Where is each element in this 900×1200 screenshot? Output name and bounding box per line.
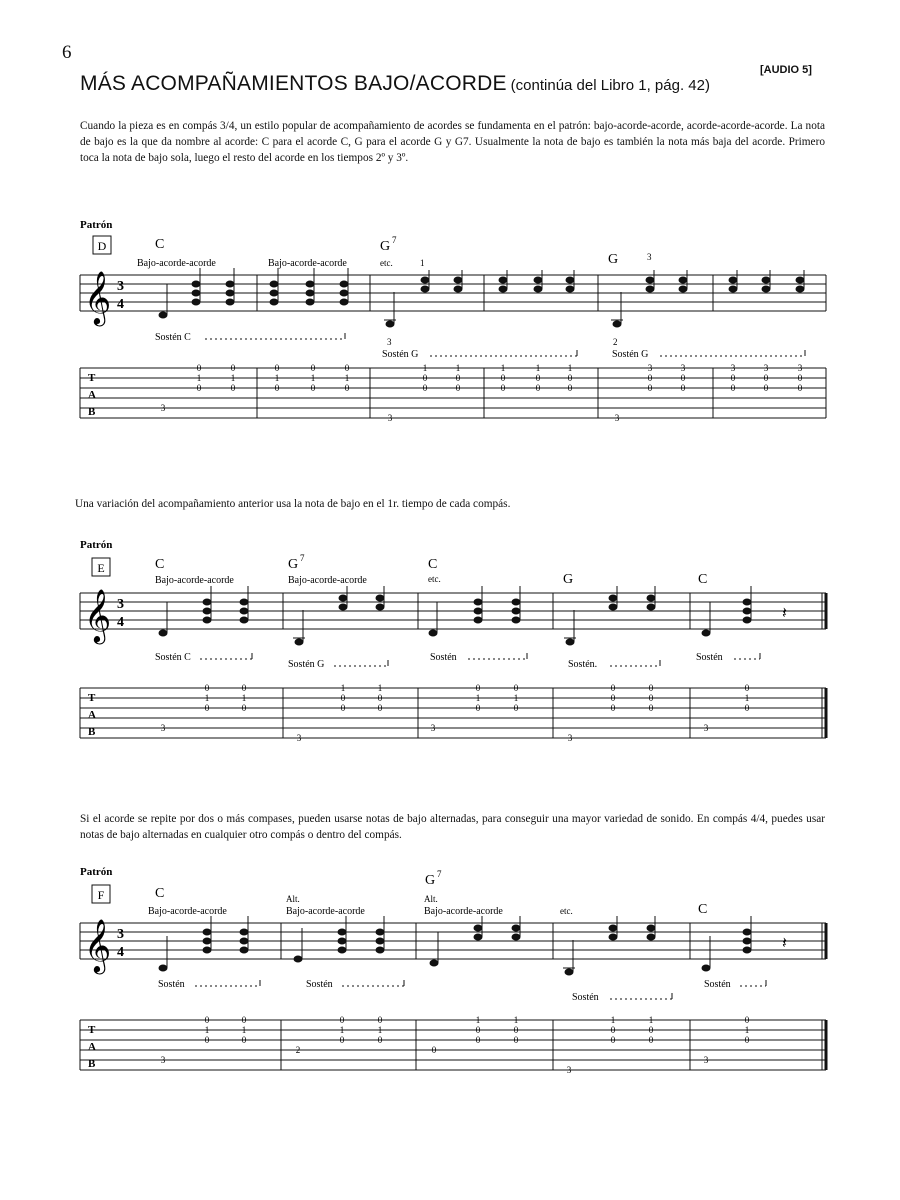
svg-text:Bajo-acorde-acorde: Bajo-acorde-acorde (424, 906, 503, 917)
svg-text:etc.: etc. (428, 574, 441, 584)
svg-text:0: 0 (744, 683, 750, 693)
svg-text:A: A (88, 709, 96, 721)
svg-text:0: 0 (513, 683, 519, 693)
pattern-label: Patrón (80, 539, 113, 551)
svg-text:0: 0 (797, 383, 803, 393)
svg-text:1: 1 (500, 363, 506, 373)
pattern-label: Patrón (80, 219, 113, 231)
svg-text:3: 3 (296, 733, 302, 743)
svg-text:Sostén C: Sostén C (155, 652, 191, 663)
svg-text:0: 0 (230, 363, 236, 373)
annotation: Bajo-acorde-acorde (137, 258, 216, 269)
svg-text:1: 1 (535, 363, 541, 373)
svg-text:Bajo-acorde-acorde: Bajo-acorde-acorde (148, 906, 227, 917)
svg-text:T: T (88, 1024, 96, 1036)
svg-text:3: 3 (160, 403, 166, 413)
svg-text:0: 0 (475, 683, 481, 693)
svg-text:0: 0 (431, 1045, 437, 1055)
svg-text:1: 1 (204, 693, 210, 703)
svg-text:0: 0 (377, 693, 383, 703)
svg-text:0: 0 (513, 1035, 519, 1045)
svg-text:0: 0 (340, 693, 346, 703)
svg-text:0: 0 (744, 1015, 750, 1025)
svg-text:Bajo-acorde-acorde: Bajo-acorde-acorde (155, 575, 234, 586)
svg-text:0: 0 (567, 373, 573, 383)
svg-text:etc.: etc. (560, 906, 573, 916)
svg-text:0: 0 (196, 363, 202, 373)
sustain-label: Sostén G (612, 349, 649, 360)
svg-text:Sostén.: Sostén. (568, 659, 598, 670)
svg-text:0: 0 (513, 1025, 519, 1035)
svg-text:0: 0 (730, 383, 736, 393)
sustain-label: Sostén G (382, 349, 419, 360)
svg-text:0: 0 (763, 383, 769, 393)
svg-text:3: 3 (160, 723, 166, 733)
svg-text:1: 1 (339, 1025, 345, 1035)
svg-text:0: 0 (763, 373, 769, 383)
variation-paragraph: Una variación del acompañamiento anterior usa la nota de bajo en el 1r. tiempo de cada compás. (75, 498, 511, 510)
svg-text:0: 0 (647, 373, 653, 383)
sustain-label: Sostén C (155, 332, 191, 343)
svg-text:7: 7 (437, 869, 442, 879)
svg-text:1: 1 (567, 363, 573, 373)
svg-text:0: 0 (648, 1035, 654, 1045)
svg-text:𝄽: 𝄽 (782, 935, 787, 952)
svg-text:1: 1 (196, 373, 202, 383)
svg-text:0: 0 (310, 363, 316, 373)
svg-text:1: 1 (204, 1025, 210, 1035)
example-letter: D (97, 239, 107, 253)
svg-text:0: 0 (455, 383, 461, 393)
svg-text:0: 0 (648, 693, 654, 703)
fingering: 1 (420, 258, 425, 268)
svg-text:0: 0 (241, 1035, 247, 1045)
svg-text:0: 0 (610, 703, 616, 713)
title-main: MÁS ACOMPAÑAMIENTOS BAJO/ACORDE (80, 72, 507, 95)
chord-symbol: G (608, 252, 619, 267)
alternate-bass-paragraph: Si el acorde se repite por dos o más compases, pueden usarse notas de bajo alternadas, para conseguir una mayor variedad de sonido. En compás 4/4, puedes usar notas de bajo alternadas en cualquier otro compás o dentro del compás. (80, 813, 825, 841)
svg-text:0: 0 (377, 1015, 383, 1025)
svg-text:1: 1 (274, 373, 280, 383)
svg-text:1: 1 (610, 1015, 616, 1025)
example-letter: E (97, 561, 105, 575)
svg-text:0: 0 (535, 383, 541, 393)
page-number: 6 (62, 42, 72, 63)
svg-text:0: 0 (567, 383, 573, 393)
svg-text:0: 0 (610, 1025, 616, 1035)
svg-text:0: 0 (610, 683, 616, 693)
svg-text:Sostén: Sostén (704, 979, 731, 990)
svg-text:0: 0 (610, 1035, 616, 1045)
svg-text:3: 3 (797, 363, 803, 373)
svg-text:3: 3 (566, 1065, 572, 1075)
svg-text:0: 0 (744, 1035, 750, 1045)
svg-text:0: 0 (535, 373, 541, 383)
svg-text:C: C (428, 557, 438, 572)
svg-text:0: 0 (648, 683, 654, 693)
example-letter: F (97, 888, 105, 902)
svg-text:0: 0 (377, 1035, 383, 1045)
svg-text:0: 0 (241, 683, 247, 693)
svg-text:1: 1 (648, 1015, 654, 1025)
svg-text:0: 0 (648, 703, 654, 713)
fingering: 3 (647, 252, 652, 262)
svg-text:0: 0 (344, 363, 350, 373)
svg-text:0: 0 (455, 373, 461, 383)
svg-text:1: 1 (377, 683, 383, 693)
svg-text:1: 1 (241, 693, 247, 703)
svg-text:0: 0 (377, 703, 383, 713)
svg-text:0: 0 (475, 703, 481, 713)
svg-text:0: 0 (310, 383, 316, 393)
svg-text:3: 3 (647, 363, 653, 373)
svg-text:3: 3 (117, 597, 124, 612)
svg-text:3: 3 (567, 733, 573, 743)
svg-text:2: 2 (295, 1045, 301, 1055)
svg-text:T: T (88, 692, 96, 704)
svg-text:0: 0 (422, 373, 428, 383)
svg-text:1: 1 (377, 1025, 383, 1035)
svg-text:G: G (288, 557, 299, 572)
svg-text:0: 0 (610, 693, 616, 703)
svg-text:1: 1 (241, 1025, 247, 1035)
svg-text:B: B (88, 406, 96, 418)
svg-text:1: 1 (513, 693, 519, 703)
svg-text:3: 3 (614, 413, 620, 423)
svg-text:0: 0 (647, 383, 653, 393)
svg-text:1: 1 (744, 1025, 750, 1035)
svg-text:1: 1 (310, 373, 316, 383)
svg-text:Sostén: Sostén (430, 652, 457, 663)
svg-text:0: 0 (204, 703, 210, 713)
svg-text:0: 0 (730, 373, 736, 383)
svg-text:C: C (698, 902, 708, 917)
svg-text:Alt.: Alt. (424, 894, 438, 904)
svg-text:0: 0 (204, 683, 210, 693)
quarter-rest: 𝄽 (782, 605, 787, 622)
time-sig-top: 3 (117, 279, 124, 294)
audio-tag: [AUDIO 5] (760, 64, 812, 76)
title-note: (continúa del Libro 1, pág. 42) (510, 77, 710, 94)
svg-text:Sostén G: Sostén G (288, 659, 325, 670)
svg-text:3: 3 (730, 363, 736, 373)
svg-text:0: 0 (680, 383, 686, 393)
svg-text:0: 0 (797, 373, 803, 383)
svg-text:𝄞: 𝄞 (84, 590, 112, 641)
svg-text:7: 7 (300, 553, 305, 563)
svg-text:1: 1 (475, 693, 481, 703)
fingering: 3 (387, 337, 392, 347)
svg-text:1: 1 (744, 693, 750, 703)
treble-clef: 𝄞 (84, 272, 112, 323)
svg-text:3: 3 (703, 723, 709, 733)
svg-text:0: 0 (500, 373, 506, 383)
svg-text:C: C (155, 557, 165, 572)
svg-text:Sostén: Sostén (158, 979, 185, 990)
chord-superscript: 7 (392, 235, 397, 245)
svg-text:1: 1 (230, 373, 236, 383)
svg-text:3: 3 (160, 1055, 166, 1065)
svg-text:1: 1 (340, 683, 346, 693)
svg-text:3: 3 (117, 927, 124, 942)
svg-text:3: 3 (703, 1055, 709, 1065)
svg-text:3: 3 (430, 723, 436, 733)
chord-symbol: C (155, 237, 165, 252)
svg-text:3: 3 (680, 363, 686, 373)
svg-text:3: 3 (387, 413, 393, 423)
svg-text:0: 0 (339, 1035, 345, 1045)
svg-text:1: 1 (422, 363, 428, 373)
svg-text:0: 0 (680, 373, 686, 383)
svg-text:0: 0 (241, 1015, 247, 1025)
svg-text:0: 0 (648, 1025, 654, 1035)
svg-text:Patrón: Patrón (80, 866, 113, 878)
svg-text:0: 0 (744, 703, 750, 713)
svg-text:0: 0 (340, 703, 346, 713)
svg-text:4: 4 (117, 945, 124, 960)
svg-text:G: G (425, 873, 436, 888)
svg-text:0: 0 (230, 383, 236, 393)
svg-text:𝄞: 𝄞 (84, 920, 112, 971)
time-sig-bottom: 4 (117, 297, 124, 312)
svg-text:B: B (88, 726, 96, 738)
svg-text:0: 0 (241, 703, 247, 713)
fingering: 2 (613, 337, 618, 347)
svg-text:Bajo-acorde-acorde: Bajo-acorde-acorde (286, 906, 365, 917)
svg-text:0: 0 (339, 1015, 345, 1025)
svg-text:1: 1 (344, 373, 350, 383)
annotation: Bajo-acorde-acorde (268, 258, 347, 269)
chord-symbol: G (380, 239, 391, 254)
svg-text:0: 0 (344, 383, 350, 393)
svg-text:0: 0 (513, 703, 519, 713)
svg-text:1: 1 (455, 363, 461, 373)
svg-text:A: A (88, 389, 96, 401)
svg-text:C: C (155, 886, 165, 901)
svg-text:Sostén: Sostén (572, 992, 599, 1003)
svg-text:1: 1 (513, 1015, 519, 1025)
svg-text:A: A (88, 1041, 96, 1053)
svg-text:0: 0 (422, 383, 428, 393)
svg-text:3: 3 (763, 363, 769, 373)
svg-text:0: 0 (274, 383, 280, 393)
svg-text:0: 0 (196, 383, 202, 393)
intro-paragraph: Cuando la pieza es en compás 3/4, un estilo popular de acompañamiento de acordes se fundamenta en el patrón: bajo-acorde-acorde, acorde-acorde-acorde. La nota de bajo es la que da nombre al acorde: C para el acorde C, G para el acorde G y G7. Usualmente la nota de bajo es también la nota más baja del acorde. Primero toca la nota de bajo sola, luego el resto del acorde en los tiempos 2º y 3º. (80, 120, 825, 164)
svg-text:B: B (88, 1058, 96, 1070)
svg-text:T: T (88, 372, 96, 384)
svg-text:0: 0 (500, 383, 506, 393)
svg-text:C: C (698, 572, 708, 587)
svg-text:4: 4 (117, 615, 124, 630)
svg-text:G: G (563, 572, 574, 587)
annotation: etc. (380, 258, 393, 268)
svg-text:0: 0 (204, 1015, 210, 1025)
svg-text:0: 0 (204, 1035, 210, 1045)
svg-text:0: 0 (274, 363, 280, 373)
svg-text:1: 1 (475, 1015, 481, 1025)
svg-text:Alt.: Alt. (286, 894, 300, 904)
svg-text:0: 0 (475, 1025, 481, 1035)
svg-text:Sostén: Sostén (306, 979, 333, 990)
svg-text:0: 0 (475, 1035, 481, 1045)
svg-text:Sostén: Sostén (696, 652, 723, 663)
svg-text:Bajo-acorde-acorde: Bajo-acorde-acorde (288, 575, 367, 586)
